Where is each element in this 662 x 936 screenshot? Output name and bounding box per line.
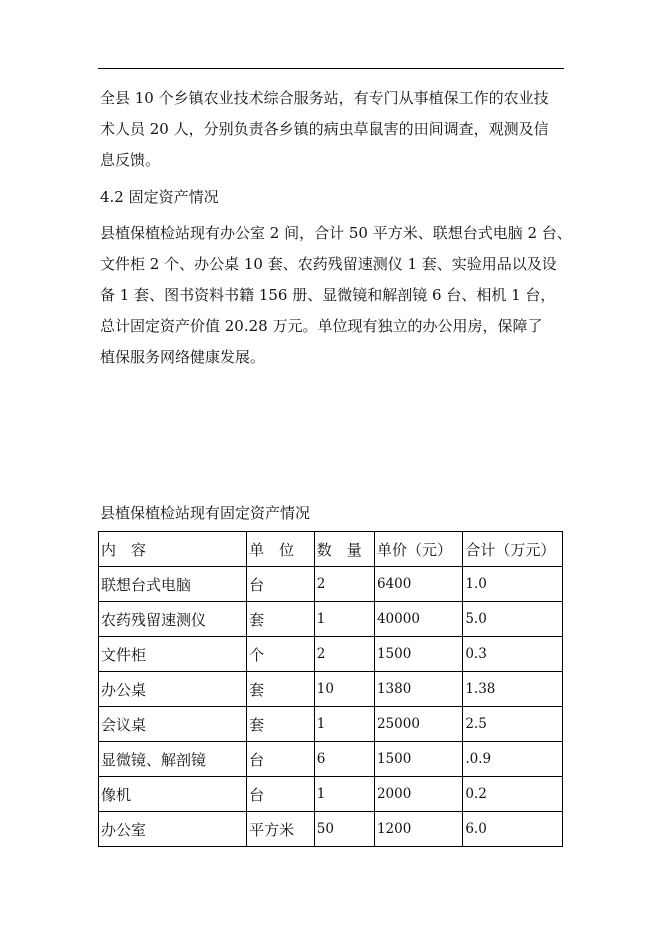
cell-unit: 台: [247, 777, 315, 812]
intro-paragraph: [100, 83, 570, 176]
table-row: [99, 812, 563, 847]
assets-paragraph: [100, 218, 570, 373]
cell-item: 联想台式电脑: [99, 567, 247, 602]
body-line: 备 1 套、图书资料书籍 156 册、显微镜和解剖镜 6 台、相机 1 台，: [100, 286, 556, 304]
table-caption: 县植保植检站现有固定资产情况: [100, 504, 311, 522]
body-line: 植保服务网络健康发展。: [100, 348, 266, 366]
section-heading: 4.2 固定资产情况: [100, 188, 219, 206]
cell-total: .0.9: [463, 742, 563, 777]
cell-item: 显微镜、解剖镜: [99, 742, 247, 777]
cell-quantity: 50: [314, 812, 374, 847]
cell-unit-price: 40000: [374, 602, 462, 637]
table-header-row: [99, 532, 563, 567]
assets-table: [98, 531, 563, 847]
cell-quantity: 6: [314, 742, 374, 777]
cell-quantity: 2: [314, 637, 374, 672]
cell-unit-price: 25000: [374, 707, 462, 742]
cell-quantity: 10: [314, 672, 374, 707]
header-rule: [98, 68, 564, 69]
table-row: [99, 742, 563, 777]
cell-unit: 平方米: [247, 812, 315, 847]
body-line: 总计固定资产价值 20.28 万元。单位现有独立的办公用房，保障了: [100, 317, 543, 335]
cell-quantity: 1: [314, 777, 374, 812]
table-row: [99, 567, 563, 602]
intro-line: 全县 10 个乡镇农业技术综合服务站，有专门从事植保工作的农业技: [100, 89, 549, 107]
header-unit: 单 位: [247, 532, 315, 567]
header-total: 合计（万元）: [463, 532, 563, 567]
table-row: [99, 637, 563, 672]
cell-total: 6.0: [463, 812, 563, 847]
body-line: 文件柜 2 个、办公桌 10 套、农药残留速测仪 1 套、实验用品以及设: [100, 255, 557, 273]
body-line: 县植保植检站现有办公室 2 间，合计 50 平方米、联想台式电脑 2 台、: [100, 224, 572, 242]
cell-total: 1.38: [463, 672, 563, 707]
table-row: [99, 672, 563, 707]
cell-total: 5.0: [463, 602, 563, 637]
header-unit-price: 单价（元）: [374, 532, 462, 567]
header-quantity: 数 量: [314, 532, 374, 567]
cell-item: 办公桌: [99, 672, 247, 707]
cell-unit-price: 1200: [374, 812, 462, 847]
cell-total: 0.3: [463, 637, 563, 672]
cell-unit: 台: [247, 742, 315, 777]
cell-item: 会议桌: [99, 707, 247, 742]
cell-unit-price: 2000: [374, 777, 462, 812]
cell-quantity: 1: [314, 707, 374, 742]
cell-unit-price: 1500: [374, 637, 462, 672]
cell-unit: 套: [247, 672, 315, 707]
cell-quantity: 2: [314, 567, 374, 602]
cell-unit-price: 1380: [374, 672, 462, 707]
cell-total: 1.0: [463, 567, 563, 602]
cell-quantity: 1: [314, 602, 374, 637]
cell-unit-price: 1500: [374, 742, 462, 777]
cell-item: 办公室: [99, 812, 247, 847]
cell-unit: 套: [247, 602, 315, 637]
cell-unit: 台: [247, 567, 315, 602]
cell-item: 文件柜: [99, 637, 247, 672]
intro-line: 术人员 20 人，分别负责各乡镇的病虫草鼠害的田间调查，观测及信: [100, 120, 549, 138]
cell-total: 2.5: [463, 707, 563, 742]
table-row: [99, 707, 563, 742]
cell-total: 0.2: [463, 777, 563, 812]
header-item: 内 容: [99, 532, 247, 567]
cell-unit: 个: [247, 637, 315, 672]
cell-unit: 套: [247, 707, 315, 742]
cell-item: 像机: [99, 777, 247, 812]
table-row: [99, 602, 563, 637]
cell-item: 农药残留速测仪: [99, 602, 247, 637]
intro-line: 息反馈。: [100, 151, 161, 169]
cell-unit-price: 6400: [374, 567, 462, 602]
table-row: [99, 777, 563, 812]
